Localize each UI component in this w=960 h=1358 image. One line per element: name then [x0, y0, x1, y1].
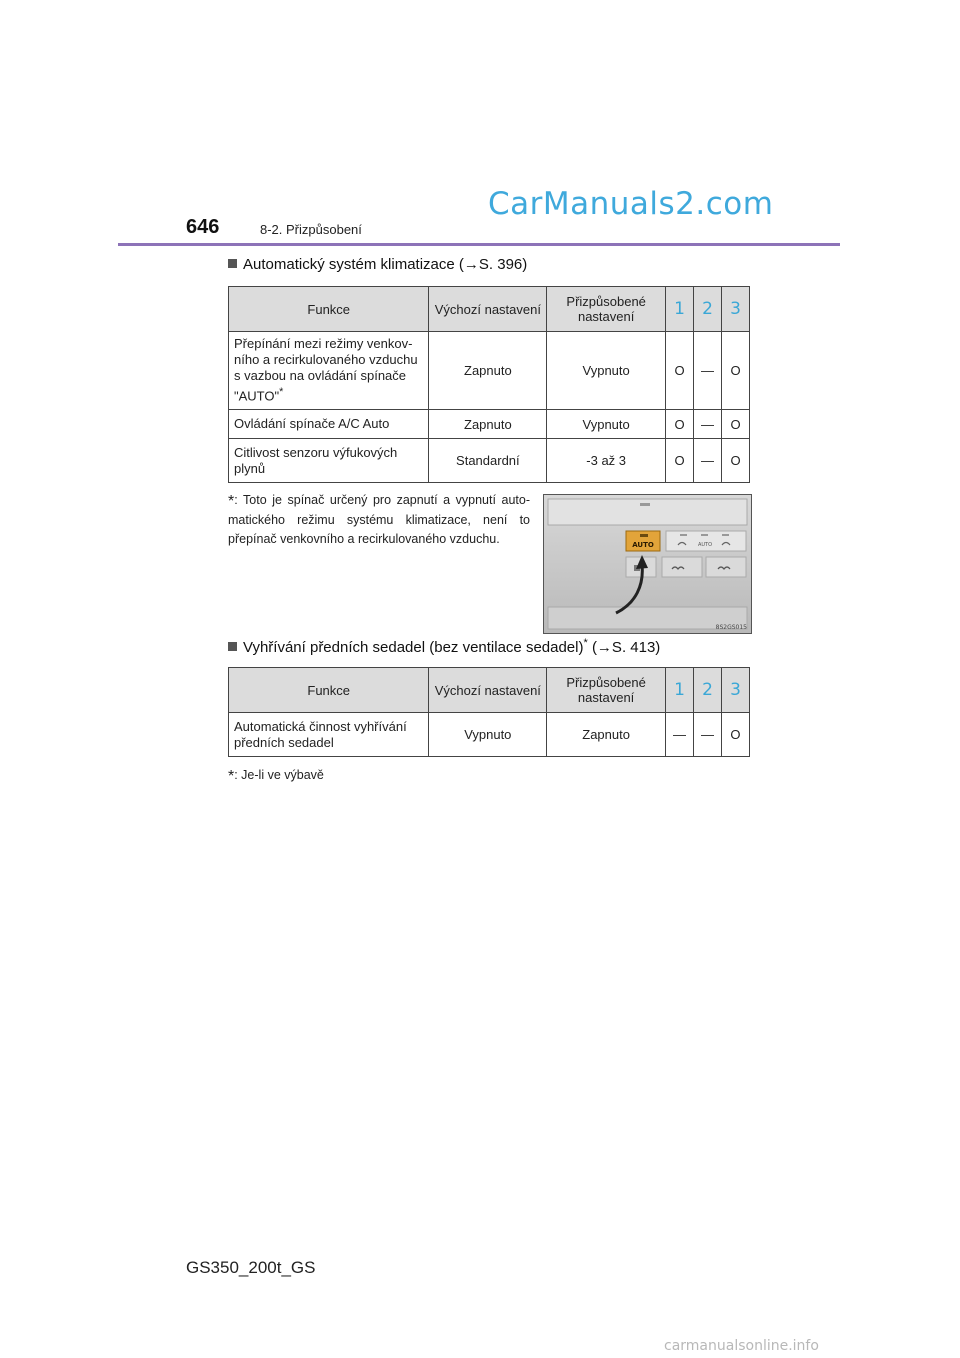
column-header: Funkce: [229, 668, 429, 713]
settings-table: [228, 286, 750, 483]
page-number: 646: [186, 216, 220, 238]
settings-table: [228, 667, 750, 757]
default-cell: Vypnuto: [429, 713, 547, 757]
mode-cell: O: [666, 332, 694, 410]
mode-cell: O: [666, 410, 694, 439]
climate-panel-illustration: [544, 495, 751, 633]
mode-cell: —: [694, 332, 722, 410]
custom-cell: -3 až 3: [547, 439, 666, 483]
mode-cell: —: [694, 713, 722, 757]
table-row: [229, 713, 750, 757]
square-bullet-icon: [228, 259, 237, 268]
custom-cell: Vypnuto: [547, 410, 666, 439]
model-id: GS350_200t_GS: [186, 1258, 316, 1277]
auto-button-label: AUTO: [632, 541, 654, 549]
mode-cell: O: [666, 439, 694, 483]
mode-cell: —: [694, 410, 722, 439]
default-cell: Standardní: [429, 439, 547, 483]
column-header: 1: [666, 287, 694, 332]
chapter-title: 8-2. Přizpůsobení: [260, 222, 362, 237]
section-reference: (→S. 413): [591, 639, 661, 656]
column-header: 3: [721, 668, 749, 713]
table-header-row: [229, 287, 750, 332]
mode-cell: O: [721, 713, 749, 757]
custom-cell: Vypnuto: [547, 332, 666, 410]
header-rule: [118, 243, 840, 246]
mode-cell: —: [666, 713, 694, 757]
footnote: *: Toto je spínač určený pro zapnutí a vypnutí auto-matického režimu systému klimatizace, není to přepínač venkovního a recirkulovaného vzduchu.: [228, 493, 530, 546]
table-row: [229, 332, 750, 410]
section-heading: [228, 256, 527, 273]
square-bullet-icon: [228, 642, 237, 651]
watermark-logo: CarManuals2.com: [488, 186, 774, 222]
table-header-row: [229, 668, 750, 713]
mode-cell: O: [722, 332, 750, 410]
watermark-footer: carmanualsonline.info: [664, 1338, 819, 1354]
climate-panel-figure: [543, 494, 752, 634]
default-cell: Zapnuto: [429, 410, 547, 439]
function-cell: Citlivost senzoru výfukových plynů: [229, 439, 429, 483]
column-header: 1: [666, 668, 694, 713]
function-cell: Ovládání spínače A/C Auto: [229, 410, 429, 439]
function-cell: Přepínání mezi režimy venkov-ního a recirkulovaného vzduchu s vazbou na ovládání spínače "AUTO"*: [229, 332, 429, 410]
function-cell: Automatická činnost vyhřívání předních sedadel: [229, 713, 429, 757]
custom-cell: Zapnuto: [547, 713, 666, 757]
column-header: 2: [694, 668, 722, 713]
table-row: [229, 410, 750, 439]
column-header: 2: [694, 287, 722, 332]
mode-cell: —: [694, 439, 722, 483]
mode-cell: O: [722, 410, 750, 439]
column-header: Funkce: [229, 287, 429, 332]
mode-cell: O: [722, 439, 750, 483]
column-header: Výchozí nastavení: [429, 668, 547, 713]
section-heading: Vyhřívání předních sedadel (bez ventilace sedadel)* (→S. 413): [228, 637, 660, 656]
column-header: 3: [722, 287, 750, 332]
column-header: Přizpůsobené nastavení: [547, 287, 666, 332]
small-auto-label: AUTO: [697, 542, 713, 548]
figure-code: 8S2GS015: [715, 624, 747, 631]
default-cell: Zapnuto: [429, 332, 547, 410]
section-title: Automatický systém klimatizace (→S. 396): [243, 256, 528, 273]
section-title: Vyhřívání předních sedadel (bez ventilace sedadel): [243, 639, 584, 656]
column-header: Výchozí nastavení: [429, 287, 547, 332]
footnote: *: Je-li ve výbavě: [228, 768, 324, 785]
column-header: Přizpůsobené nastavení: [547, 668, 666, 713]
table-row: [229, 439, 750, 483]
